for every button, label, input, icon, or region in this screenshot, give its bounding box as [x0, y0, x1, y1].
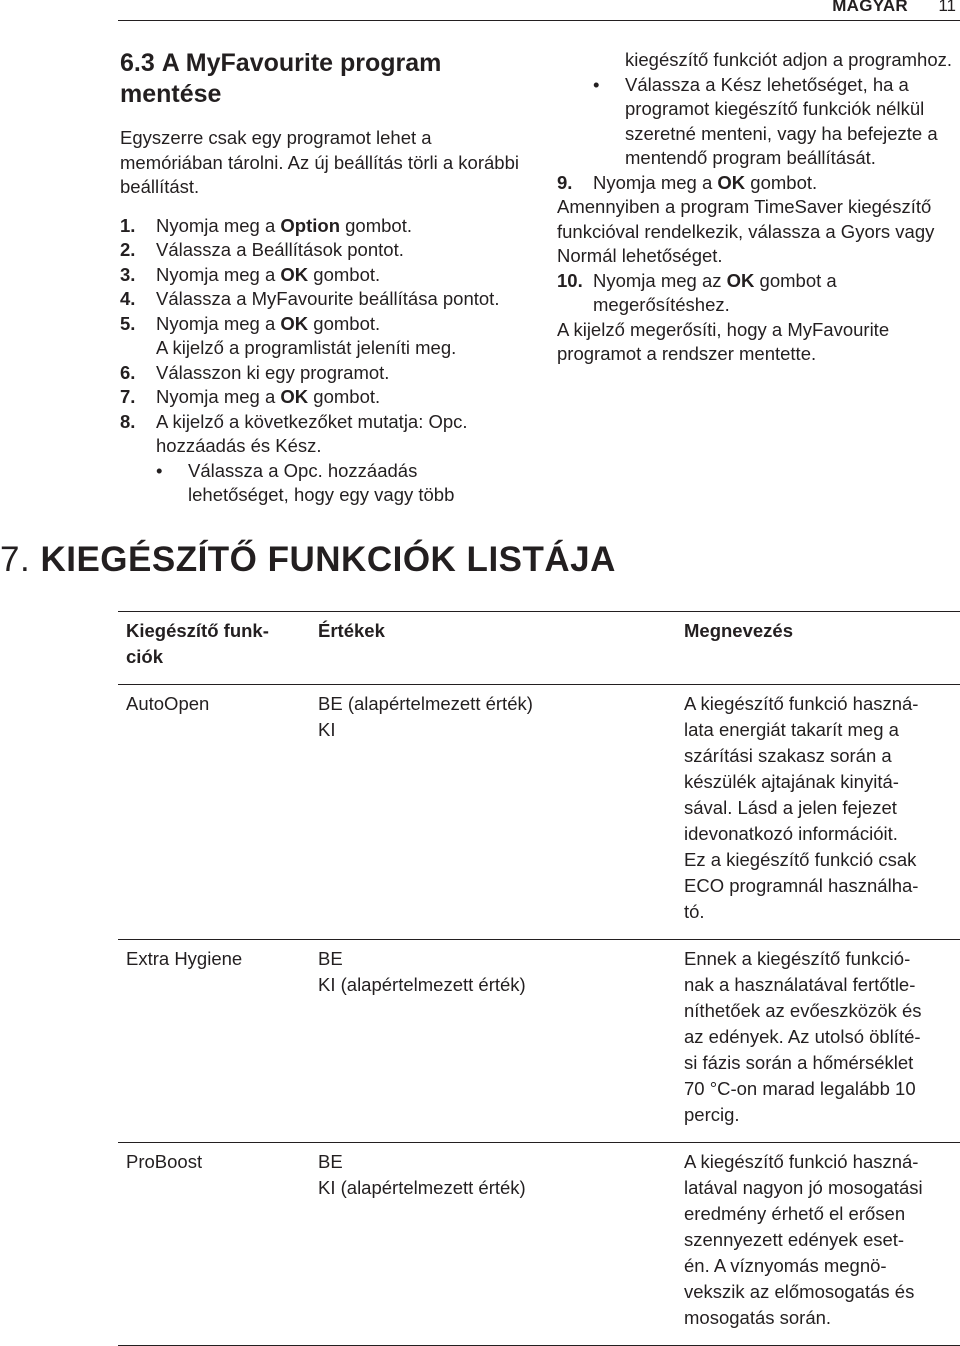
step-tail: gombot.	[308, 312, 381, 334]
step-item	[120, 336, 520, 361]
step-number: 1.	[120, 214, 136, 236]
table-header-row	[118, 612, 960, 685]
row-name: ProBoost	[126, 1151, 203, 1172]
step-text: A kijelző a következőket mutatja: Opc. hozzáadás és Kész.	[156, 410, 468, 456]
right-column	[557, 48, 957, 367]
table-row	[118, 1143, 960, 1346]
bullet-opc-continued: kiegészítő funkciót adjon a programhoz.	[625, 49, 953, 70]
bullet-dot: •	[593, 73, 600, 95]
row-name: AutoOpen	[126, 693, 210, 714]
row-description: A kiegészítő funkció haszná- lata energiát takarít meg a szárítási szakasz során a készülék ajtajának kinyitá- sával. Lásd a jelen fejezet idevonatkozó információit. Ez a kiegészítő funkció csak ECO programnál használha- tó.	[684, 693, 919, 922]
step-text: Válassza a Beállítások pontot.	[156, 239, 404, 260]
section-7-number: 7.	[0, 540, 31, 579]
table-row	[118, 685, 960, 940]
bullet-kesz-text: Válassza a Kész lehetőséget, ha a programot kiegészítő funkciók nélkül szeretné menteni, vagy ha befejezte a mentendő program beállítását.	[625, 73, 938, 168]
steps-list	[120, 214, 520, 459]
left-column	[120, 48, 520, 508]
bullet-dot: •	[156, 459, 163, 481]
row-values: BE KI (alapértelmezett érték)	[318, 1151, 526, 1198]
step-9-text: Nyomja meg a	[593, 171, 718, 193]
step-item	[120, 287, 520, 312]
step-bold: OK	[280, 386, 309, 407]
step-item	[120, 214, 520, 239]
step-text: Válassza a MyFavourite beállítása pontot.	[156, 288, 500, 309]
row-name: Extra Hygiene	[126, 948, 243, 969]
step-text: Nyomja meg a	[156, 263, 281, 285]
step-tail: gombot.	[308, 263, 381, 285]
step-9	[557, 171, 957, 196]
step-text: A kijelző a programlistát jeleníti meg.	[156, 337, 457, 358]
section-number: 6.3	[120, 49, 155, 77]
step-text: Válasszon ki egy programot.	[156, 361, 390, 383]
step-number: 5.	[120, 312, 136, 334]
bullet-kesz	[593, 73, 957, 171]
step-number: 3.	[120, 263, 136, 285]
step-10-number: 10.	[557, 269, 583, 291]
step-number: 2.	[120, 239, 136, 260]
header-values: Értékek	[318, 620, 385, 641]
step-text: Nyomja meg a	[156, 214, 281, 236]
table-row	[118, 940, 960, 1143]
step-number: 7.	[120, 386, 136, 407]
step-item	[120, 410, 520, 459]
step-bold: OK	[280, 312, 309, 334]
confirm-note: A kijelző megerősíti, hogy a MyFavourite programot a rendszer mentette.	[557, 318, 890, 364]
step-number: 8.	[120, 410, 136, 432]
section-6-3-title	[120, 48, 520, 110]
section-7-title-text: KIEGÉSZÍTŐ FUNKCIÓK LISTÁJA	[40, 540, 616, 579]
section-title-text: A MyFavourite program mentése	[120, 49, 442, 108]
step-number: 4.	[120, 288, 136, 309]
header-options: Kiegészítő funk- ciók	[126, 620, 269, 667]
language-label: MAGYAR	[832, 0, 908, 15]
row-values: BE KI (alapértelmezett érték)	[318, 948, 526, 995]
step-item	[120, 312, 520, 337]
step-bold: Option	[280, 214, 340, 236]
row-description: A kiegészítő funkció haszná- latával nagyon jó mosogatási eredmény érhető el erősen szennyezett edények eset- én. A víznyomás megnö- vekszik az előmosogatás és mosogatás során.	[684, 1151, 923, 1328]
header-description: Megnevezés	[684, 620, 793, 641]
bullet-opc-text: Válassza a Opc. hozzáadás lehetőséget, hogy egy vagy több	[188, 459, 455, 505]
step-10-text: Nyomja meg az	[593, 269, 727, 291]
row-values: BE (alapértelmezett érték) KI	[318, 693, 533, 740]
step-9-number: 9.	[557, 171, 573, 193]
step-9-bold: OK	[717, 171, 746, 193]
step-10-tail: gombot a megerősítéshez.	[593, 269, 837, 315]
section-7-title	[0, 540, 616, 580]
bullet-opc	[156, 459, 520, 508]
step-10-bold: OK	[726, 269, 755, 291]
step-9-tail: gombot.	[745, 171, 818, 193]
step-item	[120, 263, 520, 288]
row-description: Ennek a kiegészítő funkció- nak a használatával fertőtle- níthetőek az evőeszközök és az edények. Az utolsó öblíté- si fázis során a hőmérséklet 70 °C-on marad legalább 10 percig.	[684, 948, 922, 1125]
page-header	[0, 0, 960, 20]
step-item	[120, 385, 520, 410]
timesaver-note: Amennyiben a program TimeSaver kiegészítő funkcióval rendelkezik, válassza a Gyors vagy Normál lehetőséget.	[557, 196, 935, 266]
page-number: 11	[938, 0, 956, 15]
step-item	[120, 238, 520, 263]
step-10	[557, 269, 957, 318]
step-tail: gombot.	[308, 386, 381, 407]
options-table	[118, 611, 960, 1346]
step-text: Nyomja meg a	[156, 386, 281, 407]
intro-paragraph: Egyszerre csak egy programot lehet a memóriában tárolni. Az új beállítás törli a korábbi beállítást.	[120, 127, 519, 197]
step-text: Nyomja meg a	[156, 312, 281, 334]
step-bold: OK	[280, 263, 309, 285]
step-item	[120, 361, 520, 386]
step-tail: gombot.	[340, 214, 412, 236]
header-rule	[118, 20, 960, 21]
step-number: 6.	[120, 361, 136, 383]
